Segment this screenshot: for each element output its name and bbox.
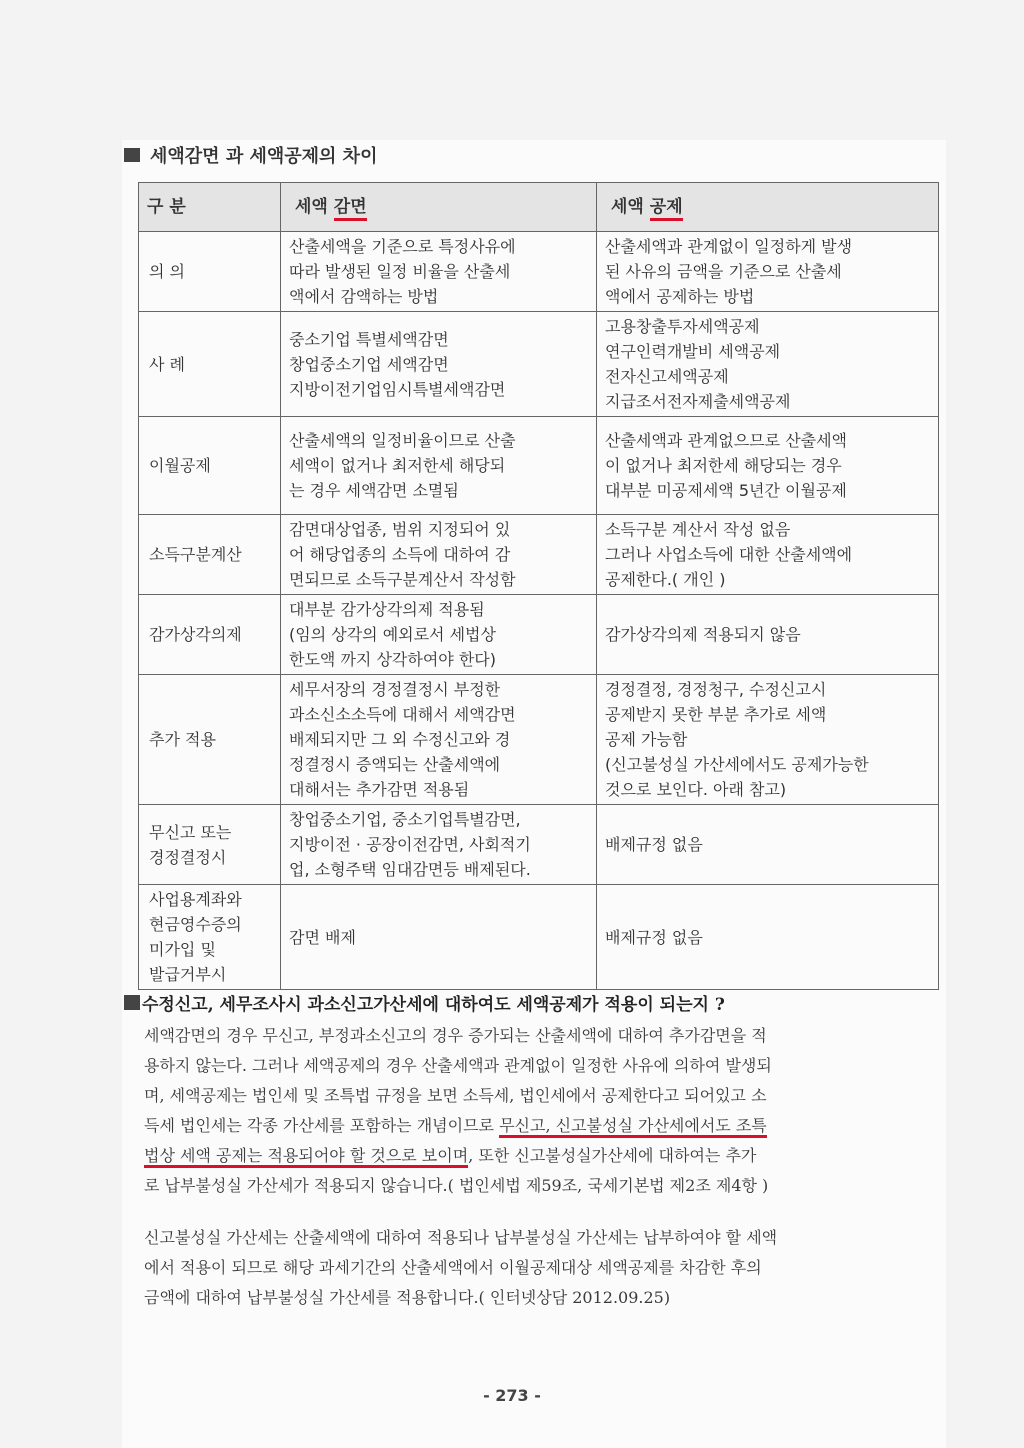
cell-text-line: 의 의	[149, 262, 185, 281]
cell-text-line: 업, 소형주택 임대감면등 배제된다.	[289, 860, 531, 879]
header-gammyeon-prefix: 세액	[295, 196, 328, 217]
cell-text-line: 산출세액과 관계없이 일정하게 발생	[605, 237, 853, 256]
comparison-table	[138, 182, 939, 990]
table-row	[139, 885, 939, 990]
gongje-cell	[597, 312, 939, 417]
cell-text-line: 배제규정 없음	[605, 835, 703, 854]
text-fragment: 득세 법인세는 각종 가산세를 포함하는 개념이므로	[144, 1116, 500, 1135]
cell-text-line: 감가상각의제	[149, 625, 242, 644]
cell-text-line: 경정결정시	[149, 847, 227, 867]
square-bullet-icon	[124, 995, 140, 1010]
table-row	[139, 232, 939, 312]
cell-text-line: 면되므로 소득구분계산서 작성함	[289, 570, 516, 589]
cell-text-line: 감면대상업종, 범위 지정되어 있	[289, 520, 511, 539]
table-row	[139, 675, 939, 805]
cell-text-line: 액에서 감액하는 방법	[289, 287, 439, 306]
cell-text-line: 배제규정 없음	[605, 927, 703, 947]
gongje-cell	[597, 675, 939, 805]
gammyeon-cell	[281, 595, 597, 675]
table-row	[139, 312, 939, 417]
cell-text-line: 대부분 미공제세액 5년간 이월공제	[605, 481, 847, 500]
cell-text-line: 감면 배제	[289, 927, 356, 947]
gongje-cell	[597, 595, 939, 675]
text-line: 로 납부불성실 가산세가 적용되지 않습니다.( 법인세법 제59조, 국세기본법 제2조 제4항 )	[144, 1176, 769, 1195]
cell-text-line: 세무서장의 경정결정시 부정한	[289, 680, 501, 699]
cell-text-line: 어 해당업종의 소득에 대하여 감	[289, 545, 511, 564]
cell-text-line: 지방이전기업임시특별세액감면	[289, 379, 506, 399]
header-gammyeon	[281, 183, 597, 232]
cell-text-line: 산출세액의 일정비율이므로 산출	[289, 431, 516, 450]
cell-text-line: 추가 적용	[149, 730, 216, 749]
cell-text-line: 연구인력개발비 세액공제	[605, 342, 781, 361]
header-gongje	[597, 183, 939, 232]
cell-text-line: 중소기업 특별세액감면	[289, 329, 449, 349]
cell-text-line: 고용창출투자세액공제	[605, 317, 760, 336]
square-bullet-icon	[124, 148, 140, 162]
paragraph-2	[124, 1223, 950, 1313]
cell-text-line: 전자신고세액공제	[605, 367, 729, 386]
text-line	[144, 1111, 950, 1141]
cell-text-line: 그러나 사업소득에 대한 산출세액에	[605, 545, 853, 564]
cell-text-line: 것으로 보인다. 아래 참고)	[605, 780, 787, 799]
cell-text-line: 이 없거나 최저한세 해당되는 경우	[605, 456, 842, 475]
text-line: 에서 적용이 되므로 해당 과세기간의 산출세액에서 이월공제대상 세액공제를 차감한 후의	[144, 1258, 762, 1277]
cell-text-line: 배제되지만 그 외 수정신고와 경	[289, 730, 511, 749]
header-gongje-prefix: 세액	[611, 196, 644, 217]
gammyeon-cell	[281, 675, 597, 805]
row-label-cell	[139, 805, 281, 885]
text-line	[144, 1141, 950, 1171]
table-row	[139, 515, 939, 595]
row-label-cell	[139, 885, 281, 990]
paragraph-1	[124, 1021, 950, 1201]
text-line: 용하지 않는다. 그러나 세액공제의 경우 산출세액과 관계없이 일정한 사유에 의하여 발생되	[144, 1056, 772, 1075]
qa-title	[124, 990, 950, 1015]
cell-text-line: 따라 발생된 일정 비율을 산출세	[289, 262, 511, 281]
cell-text-line: 창업중소기업 세액감면	[289, 354, 449, 374]
cell-text-line: 산출세액을 기준으로 특정사유에	[289, 237, 516, 256]
cell-text-line: 대부분 감가상각의제 적용됨	[289, 600, 485, 619]
cell-text-line: 액에서 공제하는 방법	[605, 287, 755, 306]
qa-title-text: 수정신고, 세무조사시 과소신고가산세에 대하여도 세액공제가 적용이 되는지 ?	[142, 995, 725, 1015]
text-line: 세액감면의 경우 무신고, 부정과소신고의 경우 증가되는 산출세액에 대하여 추가감면을 적	[144, 1026, 767, 1045]
cell-text-line: 무신고 또는	[149, 822, 232, 842]
cell-text-line: 감가상각의제 적용되지 않음	[605, 625, 801, 644]
heading-text: 세액감면 과 세액공제의 차이	[150, 146, 378, 167]
gammyeon-cell	[281, 232, 597, 312]
cell-text-line: 발급거부시	[149, 965, 227, 984]
underlined-text: 법상 세액 공제는 적용되어야 할 것으로 보이며	[144, 1146, 468, 1168]
header-gongje-word: 공제	[650, 197, 683, 221]
cell-text-line: 산출세액과 관계없으므로 산출세액	[605, 431, 848, 450]
cell-text-line: 사업용계좌와	[149, 890, 242, 909]
header-gammyeon-word: 감면	[334, 197, 367, 221]
cell-text-line: 정결정시 증액되는 산출세액에	[289, 755, 501, 774]
gammyeon-cell	[281, 417, 597, 515]
gammyeon-cell	[281, 805, 597, 885]
cell-text-line: 과소신소소득에 대해서 세액감면	[289, 705, 516, 724]
cell-text-line: 세액이 없거나 최저한세 해당되	[289, 456, 506, 475]
underlined-text: 무신고, 신고불성실 가산세에서도 조특	[499, 1116, 767, 1138]
table-row	[139, 417, 939, 515]
gongje-cell	[597, 515, 939, 595]
text-line: 며, 세액공제는 법인세 및 조특법 규정을 보면 소득세, 법인세에서 공제한다고 되어있고 소	[144, 1086, 767, 1105]
cell-text-line: 경정결정, 경정청구, 수정신고시	[605, 680, 827, 699]
cell-text-line: 대해서는 추가감면 적용됨	[289, 780, 470, 799]
table-body	[139, 232, 939, 990]
gongje-cell	[597, 232, 939, 312]
cell-text-line: 공제한다.( 개인 )	[605, 570, 726, 589]
row-label-cell	[139, 595, 281, 675]
table-header-row	[139, 183, 939, 232]
table-row	[139, 595, 939, 675]
cell-text-line: 공제 가능함	[605, 730, 688, 749]
cell-text-line: (신고불성실 가산세에서도 공제가능한	[605, 755, 869, 774]
row-label-cell	[139, 417, 281, 515]
gammyeon-cell	[281, 515, 597, 595]
row-label-cell	[139, 232, 281, 312]
text-line: 금액에 대하여 납부불성실 가산세를 적용합니다.( 인터넷상담 2012.09.25)	[144, 1288, 671, 1307]
cell-text-line: 는 경우 세액감면 소멸됨	[289, 481, 459, 500]
cell-text-line: 미가입 및	[149, 940, 216, 959]
text-line: 신고불성실 가산세는 산출세액에 대하여 적용되나 납부불성실 가산세는 납부하여야 할 세액	[144, 1228, 778, 1247]
cell-text-line: 소득구분 계산서 작성 없음	[605, 520, 791, 539]
page-number: - 273 -	[483, 1386, 541, 1405]
gammyeon-cell	[281, 885, 597, 990]
cell-text-line: 지방이전 · 공장이전감면, 사회적기	[289, 835, 531, 854]
gongje-cell	[597, 885, 939, 990]
cell-text-line: 된 사유의 금액을 기준으로 산출세	[605, 262, 842, 281]
gammyeon-cell	[281, 312, 597, 417]
row-label-cell	[139, 515, 281, 595]
cell-text-line: 이월공제	[149, 456, 211, 475]
cell-text-line: 공제받지 못한 부분 추가로 세액	[605, 705, 827, 724]
section-heading	[124, 142, 377, 168]
row-label-cell	[139, 312, 281, 417]
cell-text-line: 사 례	[149, 354, 185, 374]
header-category-label: 구 분	[147, 196, 186, 217]
cell-text-line: 지급조서전자제출세액공제	[605, 392, 791, 411]
header-category	[139, 183, 281, 232]
gongje-cell	[597, 417, 939, 515]
cell-text-line: 소득구분계산	[149, 545, 242, 564]
gongje-cell	[597, 805, 939, 885]
row-label-cell	[139, 675, 281, 805]
text-fragment: , 또한 신고불성실가산세에 대하여는 추가	[468, 1146, 757, 1165]
qa-section	[124, 990, 950, 1313]
cell-text-line: (임의 상각의 예외로서 세법상	[289, 625, 496, 644]
cell-text-line: 한도액 까지 상각하여야 한다)	[289, 650, 496, 669]
cell-text-line: 창업중소기업, 중소기업특별감면,	[289, 810, 521, 829]
table-row	[139, 805, 939, 885]
cell-text-line: 현금영수증의	[149, 915, 242, 934]
